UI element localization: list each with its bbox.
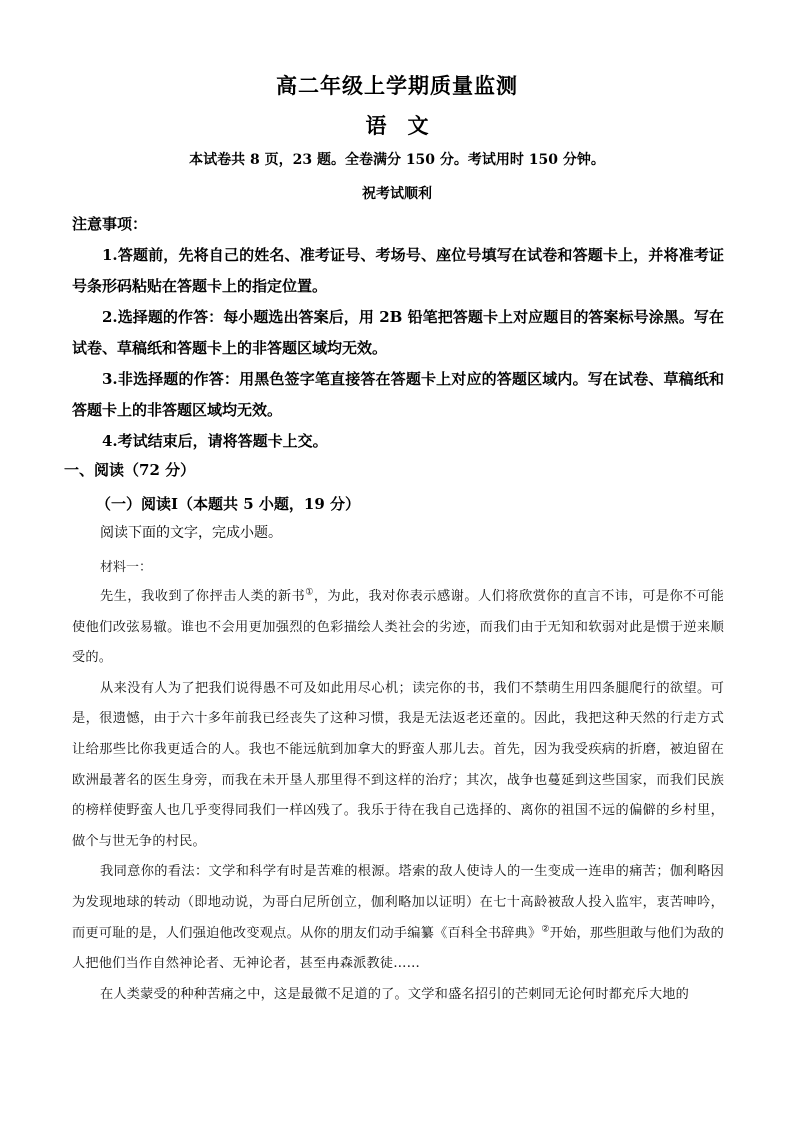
reading-instruction: 阅读下面的文字，完成小题。 [100, 525, 282, 541]
good-luck-line: 祝考试顺利 [362, 186, 432, 202]
paragraph-text: 开始，那些胆敢与他们为敌的人把他们当作自然神论者、无神论者，甚至冉森派教徒…… [72, 925, 724, 972]
material-label: 材料一： [100, 560, 153, 575]
subsection-heading: （一）阅读Ⅰ（本题共 5 小题，19 分） [96, 495, 360, 513]
paragraph-text: ，为此，我对你表示感谢。人们将欣赏你的直言不讳，可是你不可能使他们改弦易辙。谁也不会用更加强烈的色彩描绘人类社会的劣迹，而我们由于无知和软弱对此是惯于逆来顺受的。 [72, 589, 725, 666]
paragraph-text: 从来没有人为了把我们说得愚不可及如此用尽心机；读完你的书，我们不禁萌生用四条腿爬行的欲望。可是，很遗憾，由于六十多年前我已经丧失了这种习惯，我是无法返老还童的。因此，我把这种天然的行走方式让给那些比你我更适合的人。我也不能远航到加拿大的野蛮人那儿去。首先，因为我受疾病的折磨，被迫留在欧洲最著名的医生身旁，而我在未开垦人那里得不到这样的治疗；其次，战争也蔓延到这些国家，而我们民族的榜样使野蛮人也几乎变得同我们一样凶残了。我乐于待在我自己选择的、离你的祖国不远的偏僻的乡村里，做个与世无争的村民。 [72, 680, 724, 849]
material-paragraph [72, 674, 724, 858]
notes-heading: 注意事项： [72, 215, 148, 233]
material-paragraph [72, 857, 724, 979]
section-heading: 一、阅读（72 分） [64, 461, 196, 479]
paragraph-text: 在人类蒙受的种种苦痛之中，这是最微不足道的了。文学和盛名招引的芒刺同无论何时都充斥大地的 [100, 986, 690, 1002]
note-item: 3.非选择题的作答：用黑色签字笔直接答在答题卡上对应的答题区域内。写在试卷、草稿纸和答题卡上的非答题区域均无效。 [72, 370, 724, 419]
subject-title: 语 文 [365, 113, 429, 138]
note-item: 1.答题前，先将自己的姓名、准考证号、考场号、座位号填写在试卷和答题卡上，并将准考证号条形码粘贴在答题卡上的指定位置。 [72, 246, 724, 295]
note-item: 2.选择题的作答：每小题选出答案后，用 2B 铅笔把答题卡上对应题目的答案标号涂黑。写在试卷、草稿纸和答题卡上的非答题区域均无效。 [72, 308, 724, 357]
paragraph-text: 我同意你的看法：文学和科学有时是苦难的根源。塔索的敌人使诗人的一生变成一连串的痛苦；伽利略因为发现地球的转动（即地动说，为哥白尼所创立，伽利略加以证明）在七十高龄被敌人投入监牢，衷苦呻吟，而更可耻的是，人们强迫他改变观点。从你的朋友们动手编纂《百科全书辞典》 [72, 864, 724, 941]
material-paragraph [72, 582, 724, 674]
paragraph-text: 先生，我收到了你抨击人类的新书 [100, 589, 306, 604]
material-text [72, 582, 724, 1010]
footnote-marker: ① [305, 587, 314, 598]
material-paragraph [72, 980, 724, 1011]
exam-info: 本试卷共 8 页，23 题。全卷满分 150 分。考试用时 150 分钟。 [189, 152, 605, 168]
note-item: 4.考试结束后，请将答题卡上交。 [102, 432, 328, 450]
notes-list [72, 240, 724, 457]
footnote-marker: ② [541, 924, 550, 935]
exam-title: 高二年级上学期质量监测 [276, 73, 518, 98]
